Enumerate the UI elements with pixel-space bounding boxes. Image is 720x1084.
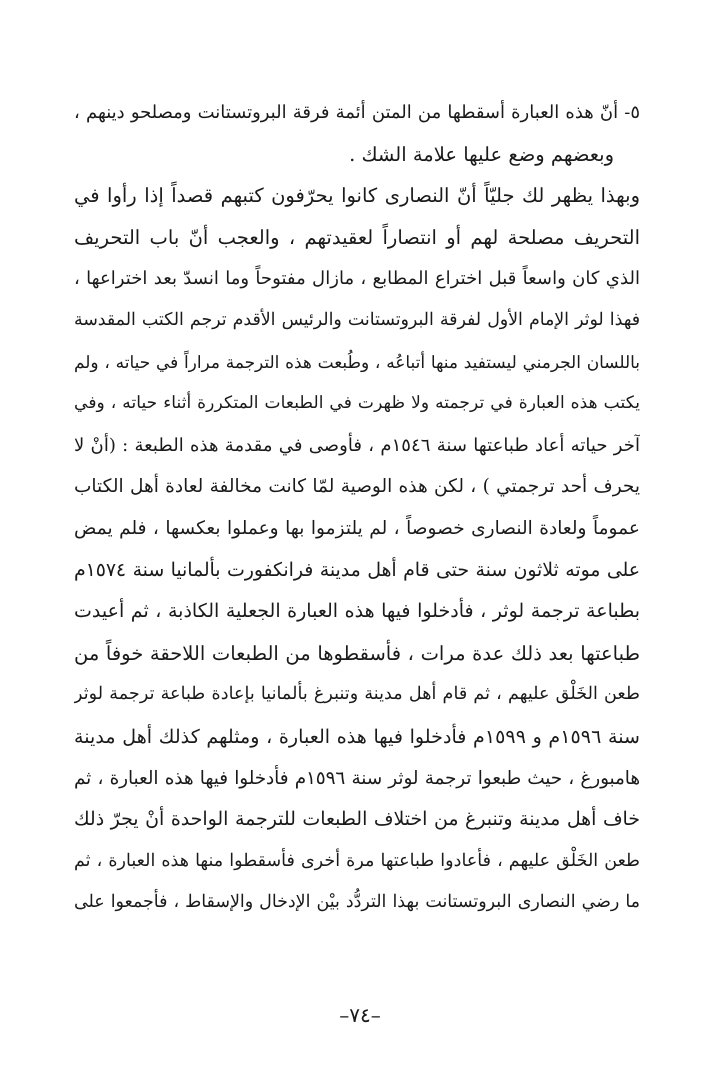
text-line: خاف أهل مدينة وتنبرغ من اختلاف الطبعات للترجمة الواحدة أنْ يجرّ ذلك (74, 808, 640, 831)
text-line: يحرف أحد ترجمتي ) ، لكن هذه الوصية لمّا كانت مخالفة لعادة أهل الكتاب (74, 476, 640, 498)
text-line: التحريف مصلحة لهم أو انتصاراً لعقيدتهم ، والعجب أنّ باب التحريف (74, 225, 640, 249)
text-line: آخر حياته أعاد طباعتها سنة ١٥٤٦م ، فأوصى في مقدمة هذه الطبعة : (أنْ لا (74, 434, 640, 456)
text-line: الذي كان واسعاً قبل اختراع المطابع ، مازال مفتوحاً وما انسدّ بعد اختراعها ، (74, 268, 640, 290)
text-line: طعن الخَلْق عليهم ، ثم قام أهل مدينة وتنبرغ بألمانيا بإعادة طباعة ترجمة لوثر (74, 684, 640, 705)
page-number: –٧٤– (339, 1003, 381, 1027)
text-line: ٥- أنّ هذه العبارة أسقطها من المتن أئمة فرقة البروتستانت ومصلحو دينهم ، (74, 102, 640, 123)
text-line: ما رضي النصارى البروتستانت بهذا التردُّد بيْن الإدخال والإسقاط ، فأجمعوا على (74, 892, 640, 913)
text-line: طباعتها بعد ذلك عدة مرات ، فأسقطوها من الطبعات اللاحقة خوفاً من (74, 641, 640, 665)
text-line: سنة ١٥٩٦م و ١٥٩٩م فأدخلوا فيها هذه العبارة ، ومثلهم كذلك أهل مدينة (74, 724, 640, 748)
text-line: بطباعة ترجمة لوثر ، فأدخلوا فيها هذه العبارة الجعلية الكاذبة ، ثم أعيدت (74, 600, 640, 623)
text-line: باللسان الجرمني ليستفيد منها أتباعُه ، وطُبعت هذه الترجمة مراراً في حياته ، ولم (74, 351, 640, 372)
text-line: على موته ثلاثون سنة حتى قام أهل مدينة فرانكفورت بألمانيا سنة ١٥٧٤م (74, 559, 640, 581)
text-line: طعن الخَلْق عليهم ، فأعادوا طباعتها مرة أخرى فأسقطوا منها هذه العبارة ، ثم (74, 850, 640, 871)
text-line: هامبورغ ، حيث طبعوا ترجمة لوثر سنة ١٥٩٦م فأدخلوا فيها هذه العبارة ، ثم (74, 767, 640, 789)
text-line: عموماً ولعادة النصارى خصوصاً ، لم يلتزموا بها وعملوا بعكسها ، فلم يمض (74, 517, 640, 539)
text-line: فهذا لوثر الإمام الأول لفرقة البروتستانت والرئيس الأقدم ترجم الكتب المقدسة (74, 309, 640, 330)
body-text (74, 92, 640, 924)
text-line: يكتب هذه العبارة في ترجمته ولا ظهرت في الطبعات المتكررة أثناء حياته ، وفي (74, 393, 640, 414)
text-line: وبعضهم وضع عليها علامة الشك . (349, 142, 614, 166)
text-line: وبهذا يظهر لك جليّاً أنّ النصارى كانوا يحرّفون كتبهم قصداً إذا رأوا في (74, 184, 640, 208)
